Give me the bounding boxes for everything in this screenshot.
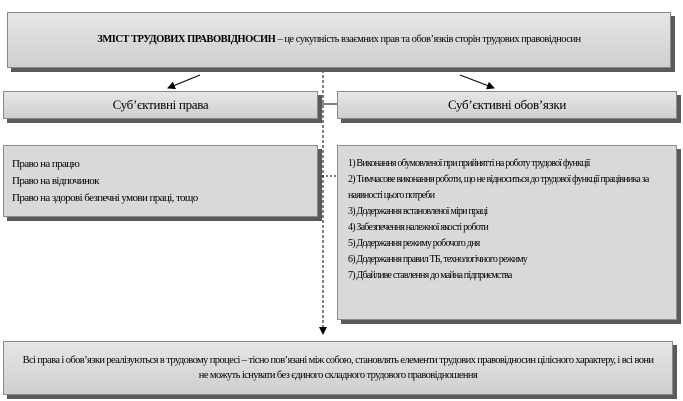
rights-item: Право на відпочинок [12,175,99,187]
duties-item: 2) Тимчасове виконання роботи, що не відноситься до трудової функції працівника за наявності цього потреби [348,174,649,201]
duties-header: Суб’єктивні обов’язки [447,97,567,112]
rights-item: Право на здорові безпечні умови праці, тощо [12,192,198,204]
definition-title: ЗМІСТ ТРУДОВИХ ПРАВОВІДНОСИН [97,34,276,45]
duties-header-box [337,91,677,119]
arrow-to-duties [460,75,494,88]
duties-item: 4) Забезпечення належної якості роботи [348,222,488,233]
content-definition-box [7,12,671,68]
duties-item: 5) Додержання режиму робочого дня [348,238,480,249]
duties-item: 6) Додержання правил ТБ, технологічного режиму [348,254,527,265]
conclusion-text: Всі права і обов’язки реалізуються в трудовому процесі – тісно пов’язані між собою, становлять елементи трудових правовідносин цілісного характеру, і всі вони не можуть існувати без єдиного складного трудового правовідношення [22,355,654,381]
duties-item: 1) Виконання обумовленої при прийнятті на роботу трудової функції [348,158,590,169]
rights-list-box [3,145,318,217]
definition-rest: – це сукупність взаємних прав та обов’язків сторін трудових правовідносин [275,34,581,45]
duties-item: 7) Дбайливе ставлення до майна підприємства [348,270,512,281]
arrow-to-rights [168,75,200,88]
definition-text [97,33,580,47]
conclusion-box [3,341,673,395]
rights-header: Суб’єктивні права [112,97,209,112]
rights-item: Право на працю [12,158,80,170]
duties-item: 3) Додержання встановленої міри праці [348,206,488,217]
duties-list-box [337,145,677,320]
rights-header-box [3,91,318,119]
